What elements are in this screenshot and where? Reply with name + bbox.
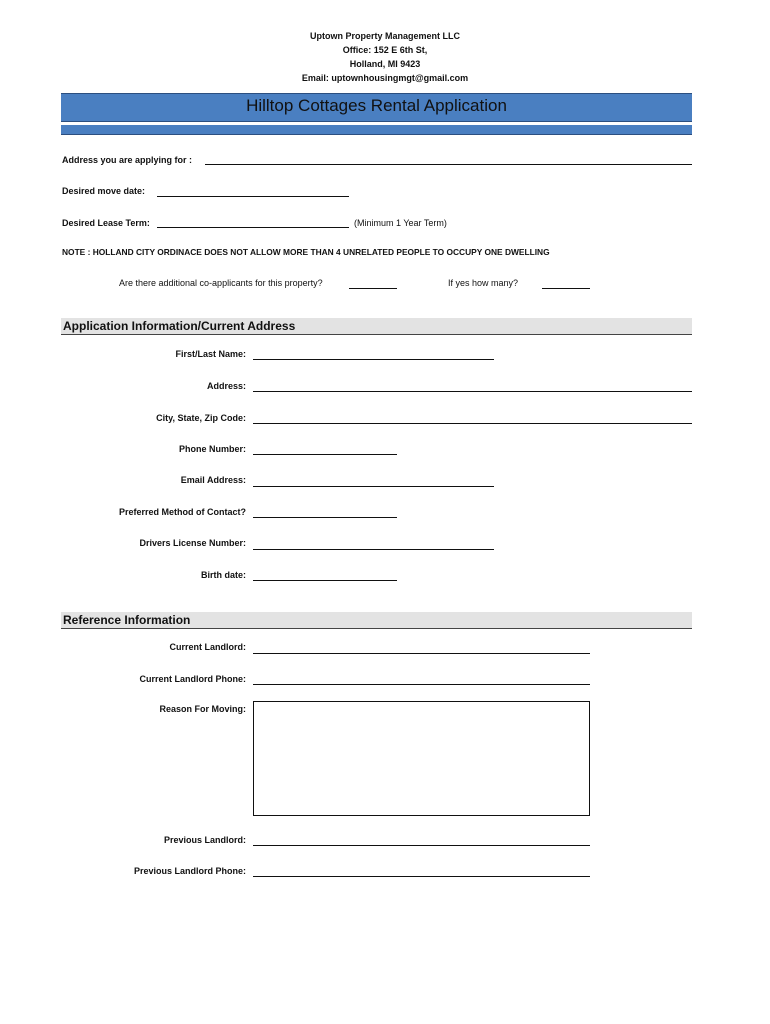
reference-section-title: Reference Information — [63, 613, 191, 627]
co-applicants-label: Are there additional co-applicants for this property? — [119, 278, 323, 288]
move-date-label: Desired move date: — [62, 186, 146, 196]
move-date-field[interactable] — [157, 196, 349, 197]
current-landlord-label: Current Landlord: — [169, 642, 246, 652]
title-underline-band — [61, 125, 692, 135]
current-landlord-field[interactable] — [253, 653, 590, 654]
lease-term-note: (Minimum 1 Year Term) — [354, 218, 447, 228]
reason-for-moving-label: Reason For Moving: — [159, 704, 246, 714]
address-field[interactable] — [253, 391, 692, 392]
previous-landlord-phone-label: Previous Landlord Phone: — [133, 866, 246, 876]
city-state-zip-field[interactable] — [253, 423, 692, 424]
phone-label: Phone Number: — [178, 444, 246, 454]
phone-field[interactable] — [253, 454, 397, 455]
preferred-contact-field[interactable] — [253, 517, 397, 518]
previous-landlord-label: Previous Landlord: — [163, 835, 246, 845]
company-office: Office: 152 E 6th St, — [342, 45, 428, 55]
application-section-header — [61, 318, 692, 335]
how-many-label: If yes how many? — [448, 278, 519, 288]
lease-term-field[interactable] — [157, 227, 349, 228]
company-name: Uptown Property Management LLC — [309, 31, 460, 41]
how-many-field[interactable] — [542, 288, 590, 289]
address-applying-label: Address you are applying for : — [62, 155, 193, 165]
current-landlord-phone-label: Current Landlord Phone: — [139, 674, 246, 684]
previous-landlord-phone-field[interactable] — [253, 876, 590, 877]
application-section-title: Application Information/Current Address — [63, 319, 296, 333]
ordinance-note: NOTE : HOLLAND CITY ORDINACE DOES NOT ALLOW MORE THAN 4 UNRELATED PEOPLE TO OCCUPY ONE DWELLING — [62, 247, 550, 257]
preferred-contact-label: Preferred Method of Contact? — [118, 507, 246, 517]
city-state-zip-label: City, State, Zip Code: — [156, 413, 246, 423]
first-last-name-label: First/Last Name: — [175, 349, 246, 359]
birth-date-label: Birth date: — [201, 570, 246, 580]
birth-date-field[interactable] — [253, 580, 397, 581]
address-label: Address: — [206, 381, 246, 391]
email-label: Email Address: — [180, 475, 246, 485]
drivers-license-label: Drivers License Number: — [139, 538, 246, 548]
current-landlord-phone-field[interactable] — [253, 684, 590, 685]
lease-term-label: Desired Lease Term: — [62, 218, 150, 228]
email-field[interactable] — [253, 486, 494, 487]
address-applying-field[interactable] — [205, 164, 692, 165]
reason-for-moving-textarea[interactable] — [253, 701, 590, 816]
first-last-name-field[interactable] — [253, 359, 494, 360]
co-applicants-field[interactable] — [349, 288, 397, 289]
reference-section-header — [61, 612, 692, 629]
company-email: Email: uptownhousingmgt@gmail.com — [301, 73, 469, 83]
previous-landlord-field[interactable] — [253, 845, 590, 846]
page-title: Hilltop Cottages Rental Application — [246, 96, 507, 115]
drivers-license-field[interactable] — [253, 549, 494, 550]
company-city: Holland, MI 9423 — [349, 59, 421, 69]
